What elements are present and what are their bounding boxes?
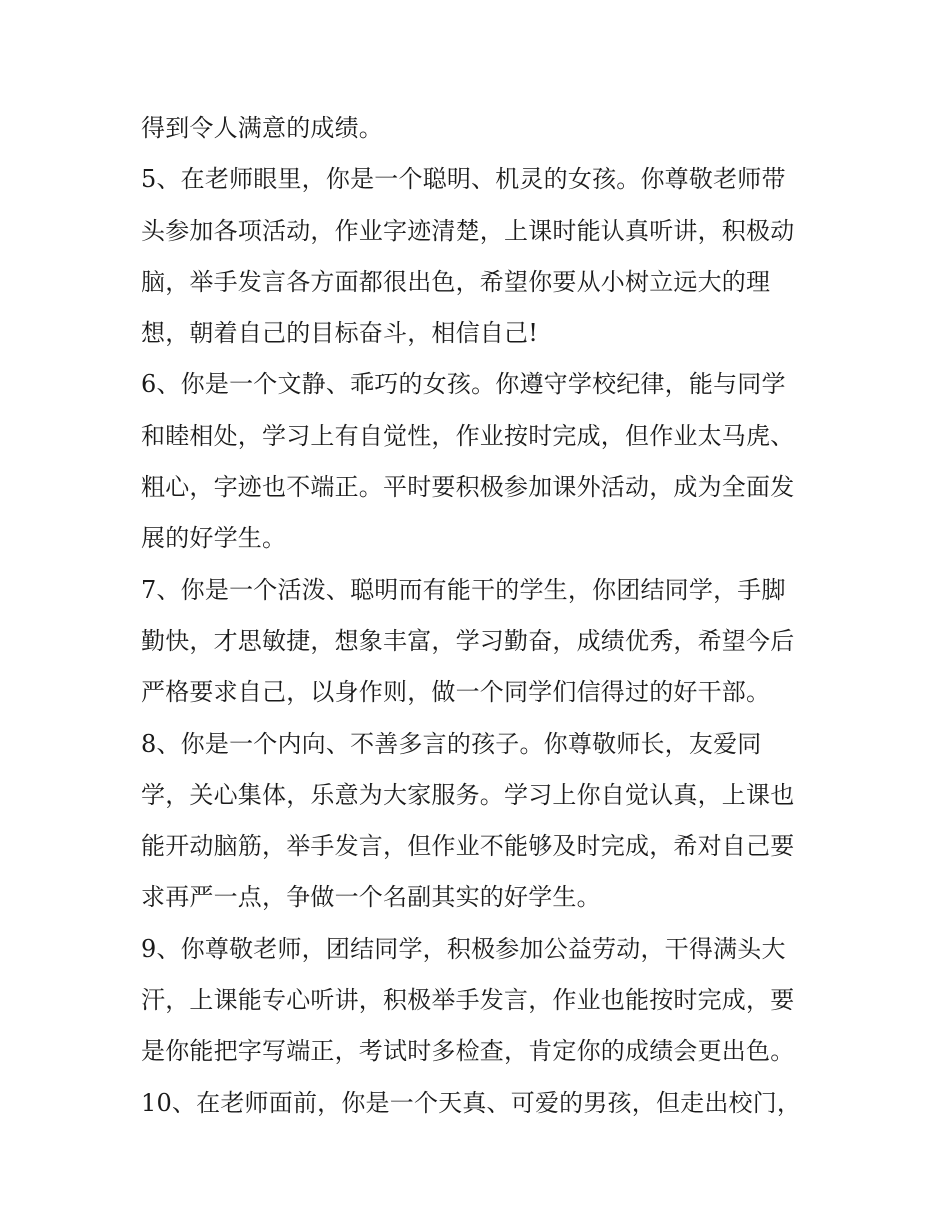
text-line: 求再严一点，争做一个名副其实的好学生。 <box>141 883 601 912</box>
body-text <box>141 103 821 1129</box>
text-line: 严格要求自己，以身作则，做一个同学们信得过的好干部。 <box>141 678 771 707</box>
text-line: 9、你尊敬老师，团结同学，积极参加公益劳动，干得满头大 <box>141 934 786 963</box>
text-line: 6、你是一个文静、乖巧的女孩。你遵守学校纪律，能与同学 <box>141 370 786 399</box>
text-line: 展的好学生。 <box>141 524 287 553</box>
text-line: 7、你是一个活泼、聪明而有能干的学生，你团结同学，手脚 <box>141 575 786 604</box>
text-line: 8、你是一个内向、不善多言的孩子。你尊敬师长，友爱同 <box>141 729 762 758</box>
text-line: 学，关心集体，乐意为大家服务。学习上你自觉认真，上课也 <box>141 780 795 809</box>
text-line: 10、在老师面前，你是一个天真、可爱的男孩，但走出校门， <box>141 1088 802 1117</box>
text-line: 勤快，才思敏捷，想象丰富，学习勤奋，成绩优秀，希望今后 <box>141 626 795 655</box>
text-line: 得到令人满意的成绩。 <box>141 114 383 142</box>
text-line: 和睦相处，学习上有自觉性，作业按时完成，但作业太马虎、 <box>141 421 795 450</box>
text-line: 能开动脑筋，举手发言，但作业不能够及时完成，希对自己要 <box>141 832 795 861</box>
text-line: 粗心，字迹也不端正。平时要积极参加课外活动，成为全面发 <box>141 473 795 502</box>
text-line: 脑，举手发言各方面都很出色，希望你要从小树立远大的理 <box>141 267 771 296</box>
text-line: 头参加各项活动，作业字迹清楚，上课时能认真听讲，积极动 <box>141 216 795 245</box>
text-line: 想，朝着自己的目标奋斗，相信自己! <box>141 319 539 348</box>
text-line: 汗，上课能专心听讲，积极举手发言，作业也能按时完成，要 <box>141 986 795 1015</box>
text-line: 5、在老师眼里，你是一个聪明、机灵的女孩。你尊敬老师带 <box>141 165 786 194</box>
text-line: 是你能把字写端正，考试时多检查，肯定你的成绩会更出色。 <box>141 1037 795 1066</box>
